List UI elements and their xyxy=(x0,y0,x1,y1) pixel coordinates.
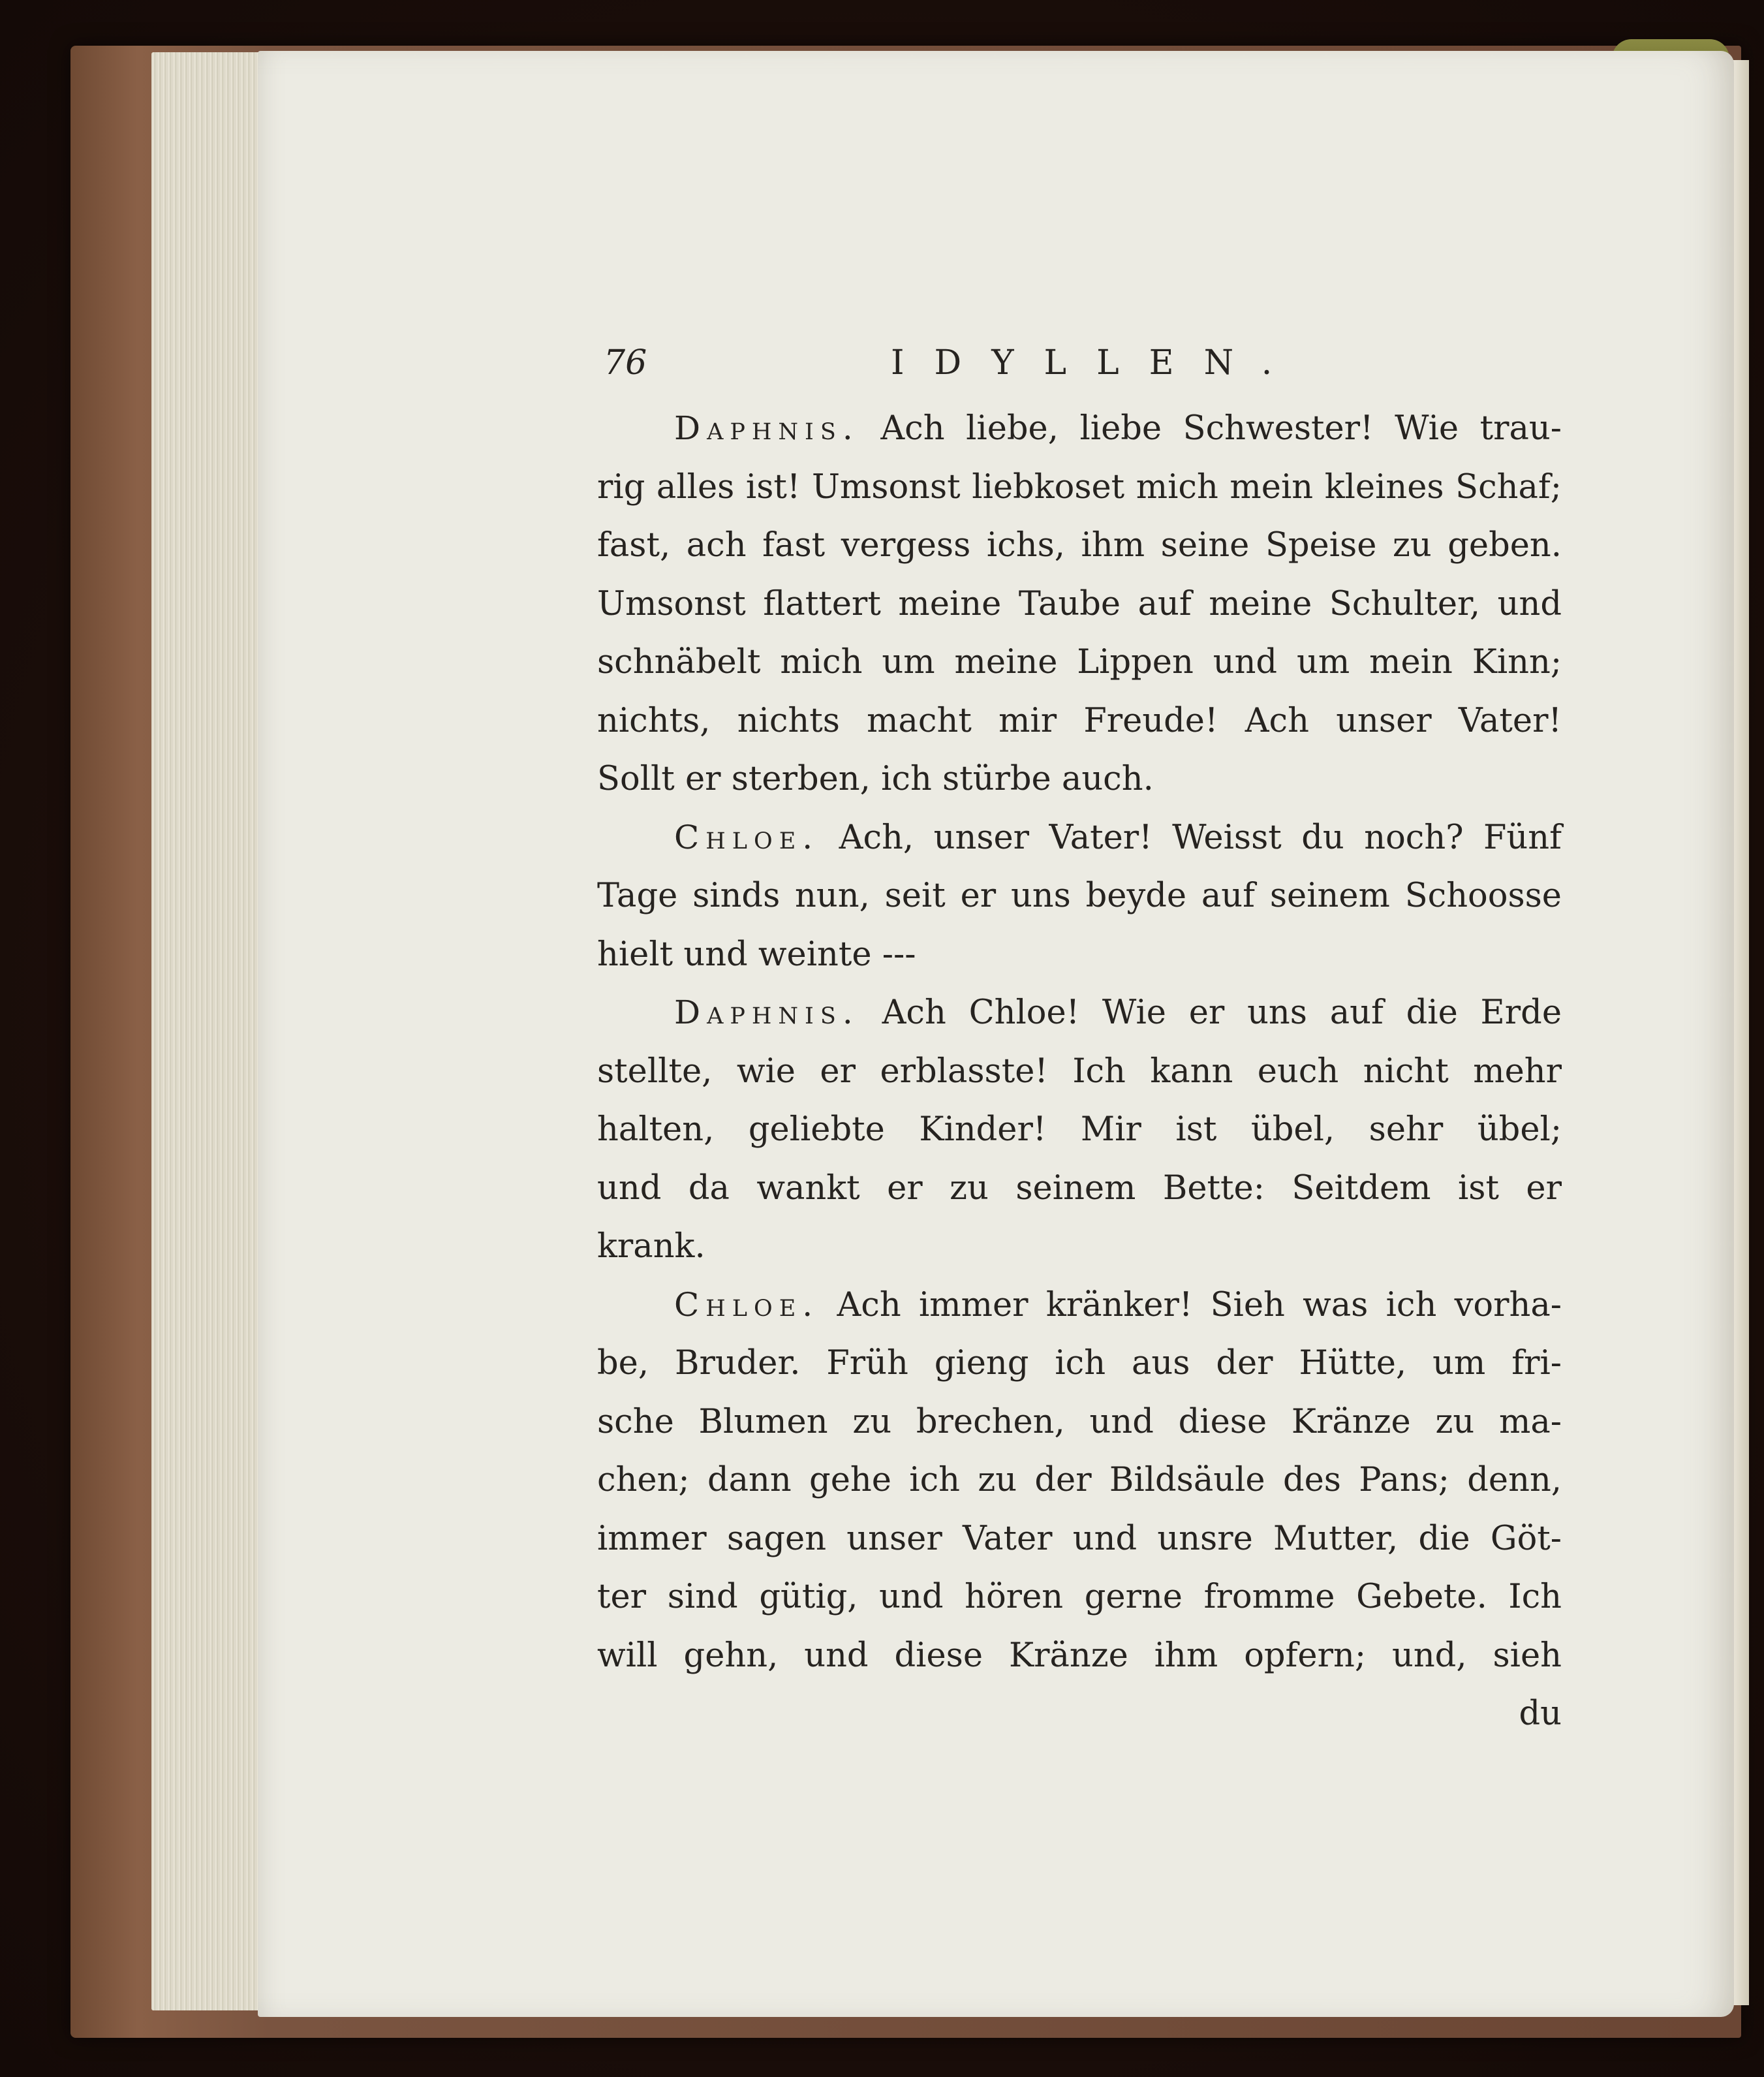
text-line: fast, ach fast vergess ichs, ihm seine Speise zu geben. xyxy=(597,526,1562,565)
text-line: Sollt er sterben, ich stürbe auch. xyxy=(597,760,1154,798)
paragraph xyxy=(597,809,1562,984)
text-line: und da wankt er zu seinem Bette: Seitdem ist er xyxy=(597,1168,1562,1208)
speaker-name: Chloe. xyxy=(674,1285,820,1324)
catchword: du xyxy=(1519,1694,1562,1733)
page-block-left xyxy=(151,52,262,2010)
paragraph xyxy=(597,1276,1562,1685)
text-line: hielt und weinte --- xyxy=(597,935,916,974)
running-title: IDYLLEN. xyxy=(891,343,1303,383)
text-line: nichts, nichts macht mir Freude! Ach unser Vater! xyxy=(597,701,1562,740)
speaker-name: Chloe. xyxy=(674,818,820,856)
text-line: rig alles ist! Umsonst liebkoset mich mein kleines Schaf; xyxy=(597,467,1562,507)
paragraph xyxy=(597,984,1562,1276)
text-line: Chloe. Ach immer kränker! Sieh was ich vorha- xyxy=(674,1285,1562,1324)
running-head xyxy=(597,339,1562,399)
text-line: Umsonst flattert meine Taube auf meine Schulter, und xyxy=(597,584,1562,623)
text-line: chen; dann gehe ich zu der Bildsäule des Pans; denn, xyxy=(597,1461,1562,1499)
text-line: Daphnis. Ach liebe, liebe Schwester! Wie trau- xyxy=(674,409,1562,448)
text-line: ter sind gütig, und hören gerne fromme Gebete. Ich xyxy=(597,1578,1562,1616)
text-line: krank. xyxy=(597,1227,705,1266)
text-line: Chloe. Ach, unser Vater! Weisst du noch? Fünf xyxy=(674,818,1562,857)
text-block xyxy=(597,339,1562,1743)
text-line: will gehn, und diese Kränze ihm opfern; und, sieh xyxy=(597,1636,1562,1675)
text-line: sche Blumen zu brechen, und diese Kränze zu ma- xyxy=(597,1402,1562,1441)
text-line: stellte, wie er erblasste! Ich kann euch nicht mehr xyxy=(597,1052,1562,1091)
page-number: 76 xyxy=(604,343,647,383)
paragraph xyxy=(597,399,1562,809)
speaker-name: Daphnis. xyxy=(674,409,859,447)
speaker-name: Daphnis. xyxy=(674,993,859,1031)
text-line: halten, geliebte Kinder! Mir ist übel, sehr übel; xyxy=(597,1110,1562,1149)
text-line: Tage sinds nun, seit er uns beyde auf seinem Schoosse xyxy=(597,877,1562,915)
text-line: immer sagen unser Vater und unsre Mutter, die Göt- xyxy=(597,1519,1562,1558)
text-line: Daphnis. Ach Chloe! Wie er uns auf die Erde xyxy=(674,993,1562,1032)
text-line: be, Bruder. Früh gieng ich aus der Hütte, um fri- xyxy=(597,1344,1562,1382)
text-line: schnäbelt mich um meine Lippen und um mein Kinn; xyxy=(597,643,1562,681)
